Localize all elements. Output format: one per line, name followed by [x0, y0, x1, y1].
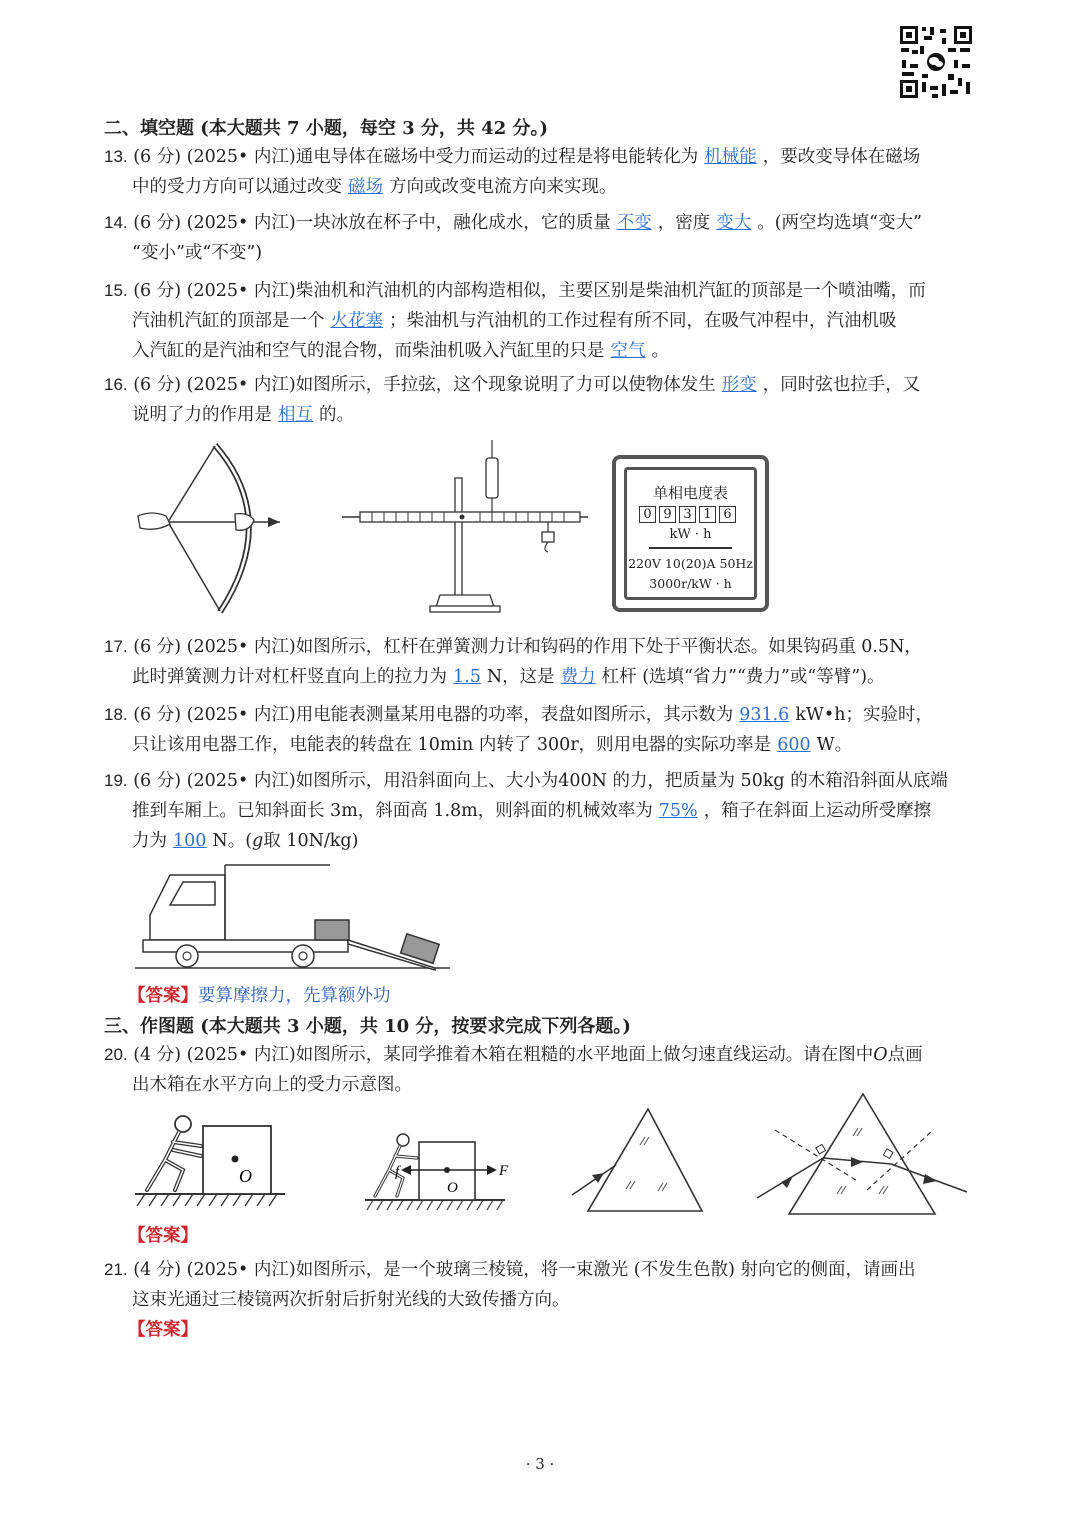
question-text: 杠杆 (选填“省力”“费力”或“等臂”)。: [601, 667, 885, 687]
question-meta: (6 分) (2025• 内江): [133, 637, 296, 657]
question-text: 取 10N/kg): [263, 831, 359, 851]
question-text: 方向或改变电流方向来实现。: [389, 177, 617, 197]
question-text: 一块冰放在杯子中，融化成水，它的质量: [295, 213, 611, 233]
question-number: 13.: [104, 147, 128, 166]
meter-digit: 6: [719, 506, 736, 523]
answer-20-tag: 【答案】: [128, 1226, 198, 1246]
meter-title: 单相电度表: [652, 484, 728, 502]
answer-19: [128, 982, 391, 1007]
answer-fill: 不变: [616, 213, 652, 233]
answer-fill: 形变: [721, 375, 757, 395]
question-text: 入汽缸的是汽油和空气的混合物，而柴油机吸入汽缸里的只是: [132, 341, 605, 361]
question-text: ，箱子在斜面上运动所受摩擦: [703, 801, 932, 821]
question-19: [104, 766, 984, 856]
question-number: 17.: [104, 637, 128, 656]
meter-digit: 1: [699, 506, 716, 523]
push-box-answer-figure: [365, 1130, 525, 1215]
section-2-title: 二、填空题 (本大题共 7 小题，每空 3 分，共 42 分。): [104, 118, 548, 139]
question-text: 。: [651, 341, 669, 361]
question-text: 推到车厢上。已知斜面长 3m，斜面高 1.8m，则斜面的机械效率为: [132, 801, 653, 821]
question-18: [104, 700, 984, 760]
question-16: [104, 370, 984, 430]
question-number: 15.: [104, 281, 128, 300]
question-meta: (6 分) (2025• 内江): [133, 771, 296, 791]
force-f-label: F: [499, 1163, 509, 1179]
question-text: 的。: [319, 405, 354, 425]
answer-tag: 【答案】: [128, 986, 198, 1006]
question-meta: (6 分) (2025• 内江): [133, 213, 296, 233]
answer-21-tag: 【答案】: [128, 1320, 198, 1340]
question-text: ，要改变导体在磁场: [762, 147, 921, 167]
question-text: kW•h；实验时，: [795, 705, 934, 725]
answer-text: 要算摩擦力，先算额外功: [198, 986, 391, 1006]
page-number: · 3 ·: [525, 1455, 555, 1473]
question-text: ，同时弦也拉手，又: [762, 375, 921, 395]
prism-figure: [570, 1105, 705, 1215]
meter-digit: 0: [639, 506, 656, 523]
question-14: [104, 208, 984, 268]
answer-fill: 600: [777, 735, 811, 755]
question-text: 用电能表测量某用电器的功率，表盘如图所示，其示数为: [295, 705, 734, 725]
question-meta: (6 分) (2025• 内江): [133, 281, 296, 301]
question-text: ，密度: [657, 213, 711, 233]
meter-spec-2: 3000r/kW · h: [649, 576, 732, 591]
question-number: 14.: [104, 213, 128, 232]
question-17: [104, 632, 984, 692]
question-text: 如图所示，手拉弦，这个现象说明了力可以使物体发生: [295, 375, 716, 395]
answer-fill: 火花塞: [330, 311, 383, 331]
question-number: 16.: [104, 375, 128, 394]
answer-fill: 75%: [658, 801, 698, 821]
question-text: 通电导体在磁场中受力而运动的过程是将电能转化为: [295, 147, 699, 167]
truck-ramp-figure: [135, 860, 455, 975]
question-text: ；柴油机与汽油机的工作过程有所不同，在吸气冲程中，汽油机吸: [389, 311, 897, 331]
lever-figure: [340, 440, 590, 615]
question-text: N，这是: [486, 667, 555, 687]
point-o-label: O: [239, 1166, 252, 1186]
meter-digit: 3: [679, 506, 696, 523]
answer-fill: 变大: [716, 213, 752, 233]
question-text: 力为: [132, 831, 167, 851]
question-text: 如图所示，是一个玻璃三棱镜，将一束激光 (不发生色散) 射向它的侧面，请画出: [295, 1260, 916, 1280]
friction-f-label: f: [395, 1164, 400, 1180]
question-meta: (6 分) (2025• 内江): [133, 705, 296, 725]
meter-disc: [649, 547, 732, 549]
question-number: 19.: [104, 771, 128, 790]
question-text: 如图所示，杠杆在弹簧测力计和钩码的作用下处于平衡状态。如果钩码重 0.5N，: [295, 637, 922, 657]
question-meta: (6 分) (2025• 内江): [133, 147, 296, 167]
qr-code-icon: [898, 24, 974, 100]
meter-spec-1: 220V 10(20)A 50Hz: [628, 556, 753, 571]
question-text: 这束光通过三棱镜两次折射后折射光线的大致传播方向。: [132, 1290, 570, 1310]
question-13: [104, 142, 984, 202]
answer-fill: 相互: [278, 405, 313, 425]
answer-fill: 磁场: [348, 177, 383, 197]
question-text: 只让该用电器工作，电能表的转盘在 10min 内转了 300r，则用电器的实际功率是: [132, 735, 772, 755]
question-text: 如图所示，某同学推着木箱在粗糙的水平地面上做匀速直线运动。请在图中: [295, 1045, 874, 1065]
gravity-symbol: g: [252, 831, 264, 851]
answer-fill: 931.6: [739, 705, 790, 725]
question-21: [104, 1255, 984, 1315]
question-text: 此时弹簧测力计对杠杆竖直向上的拉力为: [132, 667, 447, 687]
prism-answer-figure: [755, 1090, 970, 1220]
question-text: 说明了力的作用是: [132, 405, 272, 425]
question-number: 18.: [104, 705, 128, 724]
question-text: 如图所示，用沿斜面向上、大小为400N 的力，把质量为 50kg 的木箱沿斜面从底端: [295, 771, 948, 791]
question-text: 中的受力方向可以通过改变: [132, 177, 342, 197]
section-3-title: 三、作图题 (本大题共 3 小题，共 10 分，按要求完成下列各题。): [104, 1016, 631, 1037]
question-number: 21.: [104, 1260, 128, 1279]
answer-fill: 机械能: [704, 147, 757, 167]
question-text: N。(: [212, 831, 253, 851]
question-text: W。: [816, 735, 853, 755]
meter-unit: kW · h: [669, 527, 712, 542]
question-text: 汽油机汽缸的顶部是一个: [132, 311, 325, 331]
push-box-figure: [135, 1110, 285, 1215]
question-meta: (4 分) (2025• 内江): [133, 1260, 296, 1280]
answer-fill: 费力: [560, 667, 596, 687]
question-text: 柴油机和汽油机的内部构造相似，主要区别是柴油机汽缸的顶部是一个喷油嘴，而: [295, 281, 926, 301]
question-text: 出木箱在水平方向上的受力示意图。: [132, 1075, 412, 1095]
answer-fill: 空气: [610, 341, 646, 361]
question-meta: (4 分) (2025• 内江): [133, 1045, 296, 1065]
question-text: 点画: [887, 1045, 923, 1065]
bow-figure: [130, 440, 290, 620]
point-o-label: O: [873, 1045, 888, 1065]
question-15: [104, 276, 984, 366]
answer-fill: 100: [173, 831, 207, 851]
meter-digits: [639, 506, 736, 523]
question-number: 20.: [104, 1045, 128, 1064]
point-o-label: O: [447, 1180, 458, 1196]
question-text: 。(两空均选填“变大”: [757, 213, 922, 233]
meter-digit: 9: [659, 506, 676, 523]
question-meta: (6 分) (2025• 内江): [133, 375, 296, 395]
electric-meter: [612, 455, 769, 612]
answer-fill: 1.5: [453, 667, 481, 687]
question-text: “变小”或“不变”): [132, 243, 263, 263]
